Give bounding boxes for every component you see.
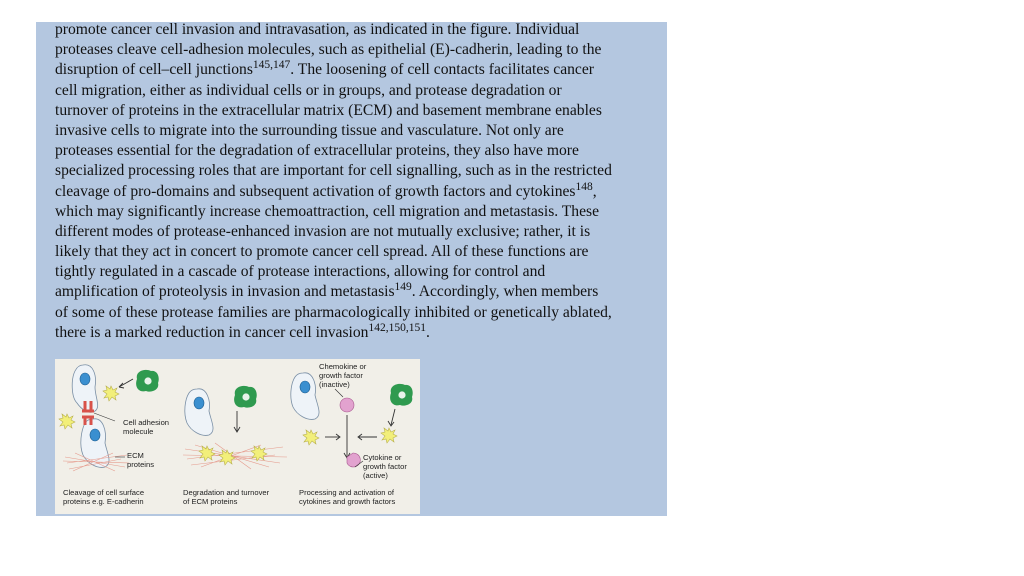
text-line xyxy=(55,182,667,202)
inactive-growth-factor-icon xyxy=(340,398,354,412)
text-line: proteases essential for the degradation of extracellular proteins, they also have more xyxy=(55,142,579,160)
citation-ref: 148 xyxy=(575,180,593,193)
nucleus xyxy=(194,397,204,409)
label-cytokine xyxy=(363,453,407,480)
text-line: proteases cleave cell-adhesion molecules, such as epithelial (E)-cadherin, leading to the xyxy=(55,41,602,59)
cancer-cell xyxy=(291,373,319,420)
caption-line: cytokines and growth factors xyxy=(299,497,396,506)
paragraph xyxy=(55,20,667,343)
citation-ref: 142,150,151 xyxy=(368,321,426,334)
text-run: disruption of cell–cell junctions xyxy=(55,61,253,79)
immune-cell-icon xyxy=(390,384,413,406)
label-chemokine xyxy=(319,362,366,389)
label-line: Cytokine or xyxy=(363,453,402,462)
text-line: promote cancer cell invasion and intravasation, as indicated in the figure. Individual xyxy=(55,21,580,38)
cancer-cell xyxy=(185,389,213,436)
caption-cleavage xyxy=(63,488,144,506)
label-line: proteins xyxy=(127,460,155,469)
caption-processing xyxy=(299,488,395,506)
label-line: (inactive) xyxy=(319,380,350,389)
text-line: which may significantly increase chemoattraction, cell migration and metastasis. These xyxy=(55,202,600,220)
text-line xyxy=(55,282,667,302)
text-line: tightly regulated in a cascade of protease interactions, allowing for control and xyxy=(55,263,546,281)
text-line: turnover of proteins in the extracellular matrix (ECM) and basement membrane enables xyxy=(55,101,602,119)
label-line: molecule xyxy=(123,427,154,436)
citation-ref: 145,147 xyxy=(252,59,291,72)
panel-ecm-degradation xyxy=(183,386,287,469)
caption-line: Cleavage of cell surface xyxy=(63,488,145,497)
label-line: (active) xyxy=(363,471,388,480)
text-line: invasive cells to migrate into the surrounding tissue and vasculature. Not only are xyxy=(55,121,564,139)
protease-figure xyxy=(55,359,420,514)
caption-line: of ECM proteins xyxy=(183,497,238,506)
text-run: there is a marked reduction in cancer cell invasion xyxy=(55,323,369,341)
text-line: likely that they act in concert to promote cancer cell spread. All of these functions are xyxy=(55,243,589,261)
protease-icon xyxy=(381,428,397,443)
label-line: growth factor xyxy=(363,462,407,471)
protease-icon xyxy=(103,386,119,401)
text-run: cleavage of pro-domains and subsequent activation of growth factors and cytokines xyxy=(55,182,576,200)
document-panel xyxy=(36,22,667,516)
caption-degradation xyxy=(183,488,269,506)
text-line xyxy=(55,60,667,80)
text-line: of some of these protease families are pharmacologically inhibited or genetically ablated, xyxy=(55,303,612,321)
caption-line: Degradation and turnover xyxy=(183,488,270,497)
text-line: cell migration, either as individual cells or in groups, and protease degradation or xyxy=(55,81,562,99)
citation-ref: 149 xyxy=(394,281,412,294)
text-run: . xyxy=(425,323,430,341)
protease-icon xyxy=(303,430,319,445)
protease-icon xyxy=(251,446,267,461)
text-line xyxy=(55,323,667,343)
text-run: . The loosening of cell contacts facilitates cancer xyxy=(290,61,594,79)
label-line: ECM xyxy=(127,451,144,460)
protease-icon xyxy=(59,414,75,429)
text-run: . Accordingly, when members xyxy=(411,283,599,301)
protease-icon xyxy=(199,446,215,461)
label-ecm xyxy=(127,451,154,469)
nucleus xyxy=(90,429,100,441)
text-run: amplification of proteolysis in invasion and metastasis xyxy=(55,283,395,301)
text-run: , xyxy=(592,182,597,200)
text-line: specialized processing roles that are important for cell signalling, such as in the restricted xyxy=(55,162,612,180)
caption-line: Processing and activation of xyxy=(299,488,394,497)
immune-cell-icon xyxy=(136,370,159,392)
label-line: Chemokine or xyxy=(319,362,367,371)
nucleus xyxy=(300,381,310,393)
label-line: growth factor xyxy=(319,371,363,380)
label-line: Cell adhesion xyxy=(123,418,170,427)
caption-line: proteins e.g. E-cadherin xyxy=(63,497,144,506)
nucleus xyxy=(80,373,90,385)
protease-icon xyxy=(219,450,235,465)
ecm-fibers-icon xyxy=(183,443,287,469)
immune-cell-icon xyxy=(234,386,257,408)
label-adhesion xyxy=(123,418,169,436)
text-line: different modes of protease-enhanced invasion are not mutually exclusive; rather, it is xyxy=(55,222,591,240)
